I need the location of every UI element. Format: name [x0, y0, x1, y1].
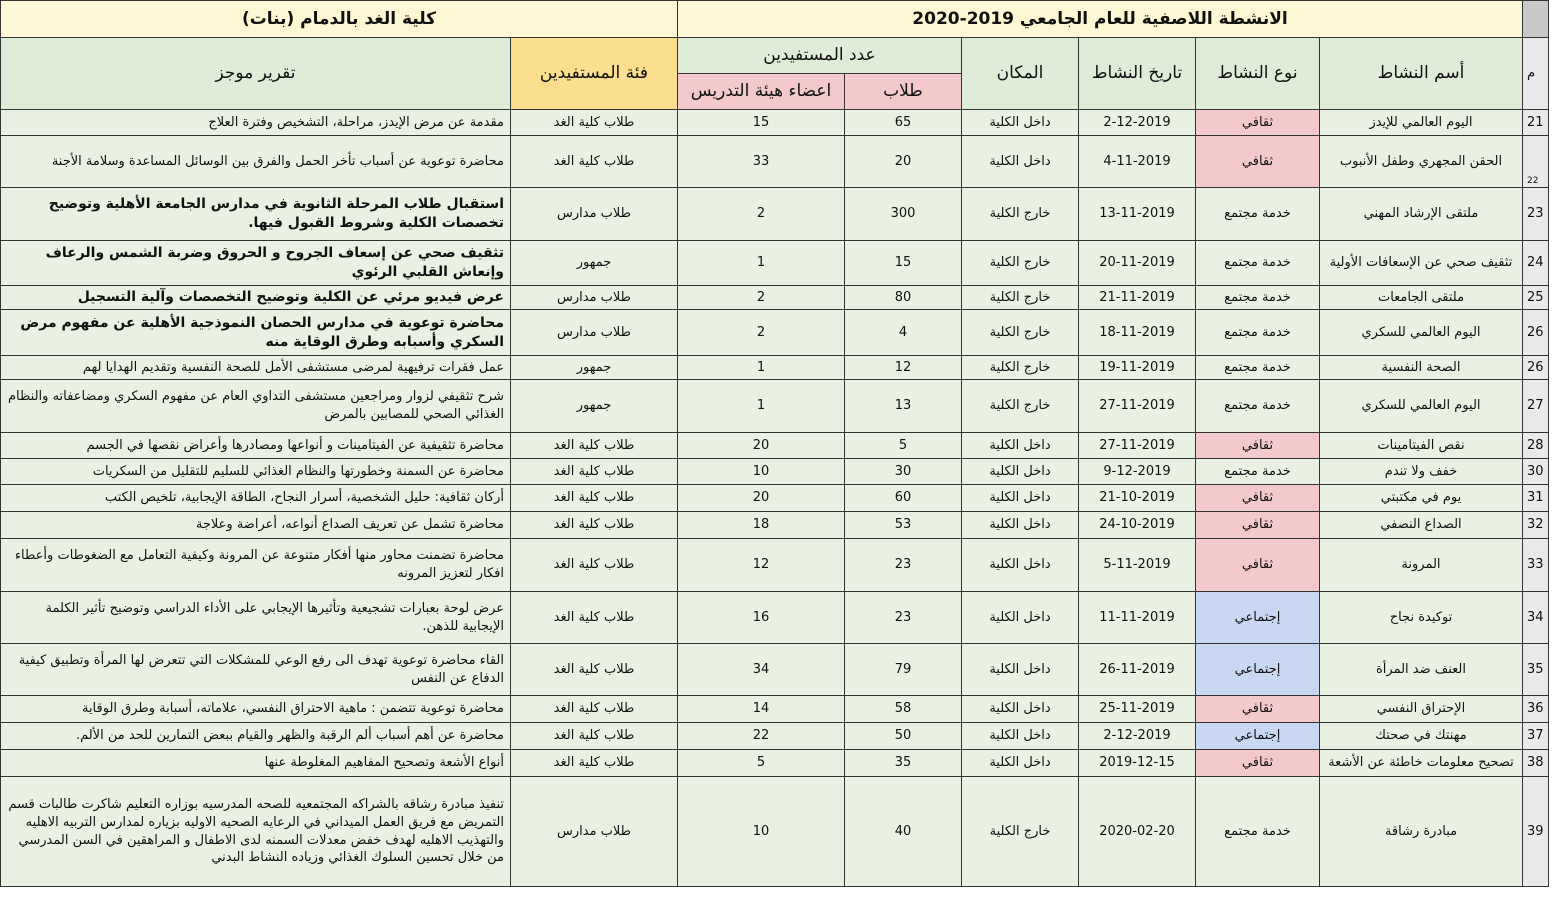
- activity-place[interactable]: داخل الكلية: [962, 696, 1079, 723]
- students-count[interactable]: 80: [845, 286, 962, 310]
- faculty-count[interactable]: 22: [678, 723, 845, 750]
- activity-date[interactable]: 2-12-2019: [1079, 723, 1196, 750]
- activity-place[interactable]: داخل الكلية: [962, 644, 1079, 696]
- activity-type[interactable]: خدمة مجتمع: [1196, 356, 1320, 380]
- activity-date[interactable]: 21-10-2019: [1079, 485, 1196, 512]
- activity-place[interactable]: خارج الكلية: [962, 356, 1079, 380]
- activity-type[interactable]: ثقافي: [1196, 750, 1320, 777]
- activity-date[interactable]: 27-11-2019: [1079, 433, 1196, 459]
- col-header-summary: تقرير موجز: [1, 38, 511, 110]
- table-row[interactable]: [1, 433, 1549, 459]
- activity-name[interactable]: تصحيح معلومات خاطئة عن الأشعة: [1320, 750, 1523, 777]
- activity-summary[interactable]: عرض لوحة بعبارات تشجيعية وتأثيرها الإيجابي على الأداء الدراسي وتوضيح تأثير الكلمة الإيجابية للذهن.: [1, 592, 511, 644]
- activity-type[interactable]: إجتماعي: [1196, 723, 1320, 750]
- activity-type[interactable]: إجتماعي: [1196, 644, 1320, 696]
- beneficiary-category[interactable]: طلاب كلية الغد: [511, 723, 678, 750]
- activity-summary[interactable]: محاضرة توعوية عن أسباب تأخر الحمل والفرق بين الوسائل المساعدة وسلامة الأجنة: [1, 136, 511, 188]
- students-count[interactable]: 12: [845, 356, 962, 380]
- faculty-count[interactable]: 10: [678, 777, 845, 887]
- col-header-type: نوع النشاط: [1196, 38, 1320, 110]
- students-count[interactable]: 300: [845, 188, 962, 241]
- col-header-category: فئة المستفيدين: [511, 38, 678, 110]
- sheet-title: الانشطة اللاصفية للعام الجامعي 2019-2020: [678, 1, 1523, 38]
- activity-name[interactable]: اليوم العالمي للسكري: [1320, 310, 1523, 356]
- row-number[interactable]: 30: [1523, 459, 1549, 485]
- col-header-faculty: اعضاء هيئة التدريس: [678, 74, 845, 110]
- activity-date[interactable]: 5-11-2019: [1079, 539, 1196, 592]
- activity-type[interactable]: ثقافي: [1196, 433, 1320, 459]
- row-number[interactable]: 35: [1523, 644, 1549, 696]
- activity-name[interactable]: تثقيف صحي عن الإسعافات الأولية: [1320, 241, 1523, 286]
- table-row[interactable]: [1, 644, 1549, 696]
- beneficiary-category[interactable]: طلاب كلية الغد: [511, 459, 678, 485]
- beneficiary-category[interactable]: طلاب كلية الغد: [511, 750, 678, 777]
- title-row: [1, 1, 1549, 38]
- activity-name[interactable]: الإحتراق النفسي: [1320, 696, 1523, 723]
- activity-name[interactable]: خفف ولا تندم: [1320, 459, 1523, 485]
- beneficiary-category[interactable]: طلاب كلية الغد: [511, 644, 678, 696]
- table-row[interactable]: [1, 136, 1549, 188]
- activity-date[interactable]: 26-11-2019: [1079, 644, 1196, 696]
- beneficiary-category[interactable]: جمهور: [511, 380, 678, 433]
- table-row[interactable]: [1, 356, 1549, 380]
- activity-type[interactable]: خدمة مجتمع: [1196, 241, 1320, 286]
- activity-type[interactable]: خدمة مجتمع: [1196, 188, 1320, 241]
- table-row[interactable]: [1, 188, 1549, 241]
- col-header-students: طلاب: [845, 74, 962, 110]
- faculty-count[interactable]: 2: [678, 188, 845, 241]
- activity-name[interactable]: مبادرة رشاقة: [1320, 777, 1523, 887]
- activity-type[interactable]: ثقافي: [1196, 512, 1320, 539]
- row-number[interactable]: 27: [1523, 380, 1549, 433]
- activity-date[interactable]: 19-11-2019: [1079, 356, 1196, 380]
- students-count[interactable]: 23: [845, 539, 962, 592]
- activity-type[interactable]: خدمة مجتمع: [1196, 286, 1320, 310]
- activity-summary[interactable]: تنفيذ مبادرة رشاقه بالشراكه المجتمعيه للصحه المدرسيه بوزاره التعليم شاكرت طالبات قسم التمريض مع فريق العمل الميداني في الرعايه الصحيه الاوليه بزياره لمدارس التربيه الاهليه والتهذيب الاهليه لهدف خفض معدلات السمنه لدى الاطفال و المراهقين في السن المدرسي من خلال تحسين السلوك الغذائي وزياده النشاط البدني: [1, 777, 511, 887]
- col-header-name: أسم النشاط: [1320, 38, 1523, 110]
- activity-place[interactable]: داخل الكلية: [962, 592, 1079, 644]
- table-row[interactable]: [1, 512, 1549, 539]
- students-count[interactable]: 53: [845, 512, 962, 539]
- faculty-count[interactable]: 2: [678, 286, 845, 310]
- beneficiary-category[interactable]: طلاب كلية الغد: [511, 110, 678, 136]
- activity-place[interactable]: خارج الكلية: [962, 777, 1079, 887]
- activity-summary[interactable]: محاضرة عن أهم أسباب ألم الرقبة والظهر والقيام ببعض التمارين للحد من الألم.: [1, 723, 511, 750]
- row-number[interactable]: 23: [1523, 188, 1549, 241]
- activity-name[interactable]: ملتقى الإرشاد المهني: [1320, 188, 1523, 241]
- college-name: كلية الغد بالدمام (بنات): [1, 1, 678, 38]
- beneficiary-category[interactable]: طلاب كلية الغد: [511, 539, 678, 592]
- activity-date[interactable]: 4-11-2019: [1079, 136, 1196, 188]
- beneficiary-category[interactable]: طلاب كلية الغد: [511, 592, 678, 644]
- faculty-count[interactable]: 10: [678, 459, 845, 485]
- students-count[interactable]: 4: [845, 310, 962, 356]
- activity-date[interactable]: 13-11-2019: [1079, 188, 1196, 241]
- faculty-count[interactable]: 20: [678, 433, 845, 459]
- table-row[interactable]: [1, 380, 1549, 433]
- activity-summary[interactable]: استقبال طلاب المرحلة الثانوية في مدارس الجامعة الأهلية وتوضيح تخصصات الكلية وشروط القبول فيها.: [1, 188, 511, 241]
- activity-summary[interactable]: محاضرة توعوية في مدارس الحصان النموذجية الأهلية عن مفهوم مرض السكري وأسبابه وطرق الوقاية منه: [1, 310, 511, 356]
- activity-name[interactable]: المرونة: [1320, 539, 1523, 592]
- row-number[interactable]: 24: [1523, 241, 1549, 286]
- activity-name[interactable]: الحقن المجهري وطفل الأنبوب: [1320, 136, 1523, 188]
- activity-date[interactable]: 2020-02-20: [1079, 777, 1196, 887]
- activity-place[interactable]: خارج الكلية: [962, 380, 1079, 433]
- activity-place[interactable]: داخل الكلية: [962, 110, 1079, 136]
- activity-summary[interactable]: محاضرة توعوية تتضمن : ماهية الاحتراق النفسي، علاماته، أسبابة وطرق الوقاية: [1, 696, 511, 723]
- activity-place[interactable]: داخل الكلية: [962, 750, 1079, 777]
- table-row[interactable]: [1, 777, 1549, 887]
- header-row-1: [1, 38, 1549, 74]
- activity-summary[interactable]: أنواع الأشعة وتصحيح المفاهيم المغلوطة عنها: [1, 750, 511, 777]
- activity-date[interactable]: 21-11-2019: [1079, 286, 1196, 310]
- row-number[interactable]: 33: [1523, 539, 1549, 592]
- beneficiary-category[interactable]: طلاب كلية الغد: [511, 136, 678, 188]
- beneficiary-category[interactable]: جمهور: [511, 356, 678, 380]
- faculty-count[interactable]: 1: [678, 241, 845, 286]
- faculty-count[interactable]: 5: [678, 750, 845, 777]
- activity-name[interactable]: اليوم العالمي للإيدز: [1320, 110, 1523, 136]
- faculty-count[interactable]: 1: [678, 380, 845, 433]
- activity-date[interactable]: 27-11-2019: [1079, 380, 1196, 433]
- activity-date[interactable]: 24-10-2019: [1079, 512, 1196, 539]
- activity-summary[interactable]: شرح تثقيفي لزوار ومراجعين مستشفى التداوي العام عن مفهوم السكري ومضاعفاته والنظام الغذائي الصحي للمصابين بالمرض: [1, 380, 511, 433]
- faculty-count[interactable]: 18: [678, 512, 845, 539]
- row-number[interactable]: 37: [1523, 723, 1549, 750]
- row-number[interactable]: 31: [1523, 485, 1549, 512]
- beneficiary-category[interactable]: جمهور: [511, 241, 678, 286]
- table-row[interactable]: [1, 750, 1549, 777]
- row-number[interactable]: 26: [1523, 310, 1549, 356]
- faculty-count[interactable]: 16: [678, 592, 845, 644]
- activity-type[interactable]: ثقافي: [1196, 110, 1320, 136]
- activity-summary[interactable]: تثقيف صحي عن إسعاف الجروح و الحروق وضربة الشمس والرعاف وإنعاش القلبي الرئوي: [1, 241, 511, 286]
- activity-summary[interactable]: محاضرة عن السمنة وخطورتها والنظام الغذائي للسليم للتقليل من السكريات: [1, 459, 511, 485]
- activity-date[interactable]: 2-12-2019: [1079, 110, 1196, 136]
- activity-name[interactable]: العنف ضد المرأة: [1320, 644, 1523, 696]
- row-number[interactable]: 36: [1523, 696, 1549, 723]
- beneficiary-category[interactable]: طلاب مدارس: [511, 310, 678, 356]
- beneficiary-category[interactable]: طلاب مدارس: [511, 188, 678, 241]
- col-header-place: المكان: [962, 38, 1079, 110]
- row-number[interactable]: 34: [1523, 592, 1549, 644]
- activity-place[interactable]: داخل الكلية: [962, 512, 1079, 539]
- activity-type[interactable]: خدمة مجتمع: [1196, 777, 1320, 887]
- activity-type[interactable]: إجتماعي: [1196, 592, 1320, 644]
- beneficiary-category[interactable]: طلاب مدارس: [511, 777, 678, 887]
- table-row[interactable]: [1, 241, 1549, 286]
- row-number[interactable]: 39: [1523, 777, 1549, 887]
- students-count[interactable]: 30: [845, 459, 962, 485]
- students-count[interactable]: 5: [845, 433, 962, 459]
- row-number[interactable]: 22: [1523, 136, 1549, 188]
- faculty-count[interactable]: 12: [678, 539, 845, 592]
- activity-type[interactable]: ثقافي: [1196, 485, 1320, 512]
- table-row[interactable]: [1, 592, 1549, 644]
- table-row[interactable]: [1, 539, 1549, 592]
- beneficiary-category[interactable]: طلاب كلية الغد: [511, 485, 678, 512]
- activity-type[interactable]: ثقافي: [1196, 696, 1320, 723]
- students-count[interactable]: 58: [845, 696, 962, 723]
- activity-name[interactable]: يوم في مكتبتي: [1320, 485, 1523, 512]
- row-number[interactable]: 25: [1523, 286, 1549, 310]
- row-number[interactable]: 21: [1523, 110, 1549, 136]
- table-row[interactable]: [1, 459, 1549, 485]
- corner-cell[interactable]: [1523, 1, 1549, 38]
- students-count[interactable]: 65: [845, 110, 962, 136]
- activity-name[interactable]: نقص الفيتامينات: [1320, 433, 1523, 459]
- activity-date[interactable]: 18-11-2019: [1079, 310, 1196, 356]
- beneficiary-category[interactable]: طلاب مدارس: [511, 286, 678, 310]
- table-row[interactable]: [1, 723, 1549, 750]
- activity-date[interactable]: 11-11-2019: [1079, 592, 1196, 644]
- activity-type[interactable]: خدمة مجتمع: [1196, 380, 1320, 433]
- activity-place[interactable]: خارج الكلية: [962, 241, 1079, 286]
- students-count[interactable]: 20: [845, 136, 962, 188]
- row-number[interactable]: 26: [1523, 356, 1549, 380]
- students-count[interactable]: 23: [845, 592, 962, 644]
- activity-place[interactable]: خارج الكلية: [962, 188, 1079, 241]
- activity-name[interactable]: ملتقى الجامعات: [1320, 286, 1523, 310]
- activity-type[interactable]: خدمة مجتمع: [1196, 459, 1320, 485]
- beneficiary-category[interactable]: طلاب كلية الغد: [511, 433, 678, 459]
- activity-name[interactable]: الصداع النصفي: [1320, 512, 1523, 539]
- activity-place[interactable]: داخل الكلية: [962, 433, 1079, 459]
- activity-place[interactable]: داخل الكلية: [962, 723, 1079, 750]
- activity-type[interactable]: خدمة مجتمع: [1196, 310, 1320, 356]
- activity-summary[interactable]: محاضرة تشمل عن تعريف الصداع أنواعه، أعراضة وعلاجة: [1, 512, 511, 539]
- activity-summary[interactable]: محاضرة تثقيفية عن الفيتامينات و أنواعها ومصادرها وأعراض نقصها في الجسم: [1, 433, 511, 459]
- activity-place[interactable]: داخل الكلية: [962, 136, 1079, 188]
- activity-summary[interactable]: محاضرة تضمنت محاور منها أفكار متنوعة عن المرونة وكيفية التعامل مع الضغوطات وأعطاء افكار لتعزيز المرونه: [1, 539, 511, 592]
- row-number[interactable]: 28: [1523, 433, 1549, 459]
- activity-name[interactable]: الصحة النفسية: [1320, 356, 1523, 380]
- activity-date[interactable]: 25-11-2019: [1079, 696, 1196, 723]
- activity-type[interactable]: ثقافي: [1196, 136, 1320, 188]
- students-count[interactable]: 79: [845, 644, 962, 696]
- activity-type[interactable]: ثقافي: [1196, 539, 1320, 592]
- activity-place[interactable]: داخل الكلية: [962, 485, 1079, 512]
- activity-place[interactable]: داخل الكلية: [962, 539, 1079, 592]
- col-header-num: م: [1523, 38, 1549, 110]
- col-header-beneficiaries: عدد المستفيدين: [678, 38, 962, 74]
- activity-place[interactable]: خارج الكلية: [962, 286, 1079, 310]
- activity-name[interactable]: توكيدة نجاح: [1320, 592, 1523, 644]
- activity-summary[interactable]: عرض فيديو مرئي عن الكلية وتوضيح التخصصات وآلية التسجيل: [1, 286, 511, 310]
- faculty-count[interactable]: 1: [678, 356, 845, 380]
- activity-name[interactable]: مهنتك في صحتك: [1320, 723, 1523, 750]
- students-count[interactable]: 60: [845, 485, 962, 512]
- students-count[interactable]: 35: [845, 750, 962, 777]
- activity-place[interactable]: خارج الكلية: [962, 310, 1079, 356]
- beneficiary-category[interactable]: طلاب كلية الغد: [511, 512, 678, 539]
- activity-name[interactable]: اليوم العالمي للسكري: [1320, 380, 1523, 433]
- students-count[interactable]: 50: [845, 723, 962, 750]
- faculty-count[interactable]: 15: [678, 110, 845, 136]
- col-header-date: تاريخ النشاط: [1079, 38, 1196, 110]
- activity-date[interactable]: 20-11-2019: [1079, 241, 1196, 286]
- faculty-count[interactable]: 2: [678, 310, 845, 356]
- row-number[interactable]: 32: [1523, 512, 1549, 539]
- faculty-count[interactable]: 14: [678, 696, 845, 723]
- faculty-count[interactable]: 33: [678, 136, 845, 188]
- faculty-count[interactable]: 34: [678, 644, 845, 696]
- activity-date[interactable]: 2019-12-15: [1079, 750, 1196, 777]
- activity-summary[interactable]: عمل فقرات ترفيهية لمرضى مستشفى الأمل للصحة النفسية وتقديم الهدايا لهم: [1, 356, 511, 380]
- activity-place[interactable]: داخل الكلية: [962, 459, 1079, 485]
- table-row[interactable]: [1, 485, 1549, 512]
- students-count[interactable]: 40: [845, 777, 962, 887]
- table-row[interactable]: [1, 110, 1549, 136]
- activity-summary[interactable]: القاء محاضرة توعوية تهدف الى رفع الوعي للمشكلات التي تتعرض لها المرأة وتطبيق كيفية الدفاع عن النفس: [1, 644, 511, 696]
- table-row[interactable]: [1, 696, 1549, 723]
- students-count[interactable]: 13: [845, 380, 962, 433]
- row-number[interactable]: 38: [1523, 750, 1549, 777]
- activity-date[interactable]: 9-12-2019: [1079, 459, 1196, 485]
- students-count[interactable]: 15: [845, 241, 962, 286]
- activity-summary[interactable]: أركان ثقافية: حليل الشخصية، أسرار النجاح، الطاقة الإيجابية، تلخيص الكتب: [1, 485, 511, 512]
- table-row[interactable]: [1, 310, 1549, 356]
- faculty-count[interactable]: 20: [678, 485, 845, 512]
- table-row[interactable]: [1, 286, 1549, 310]
- activity-summary[interactable]: مقدمة عن مرض الإيدز، مراحلة، التشخيص وفترة العلاج: [1, 110, 511, 136]
- beneficiary-category[interactable]: طلاب كلية الغد: [511, 696, 678, 723]
